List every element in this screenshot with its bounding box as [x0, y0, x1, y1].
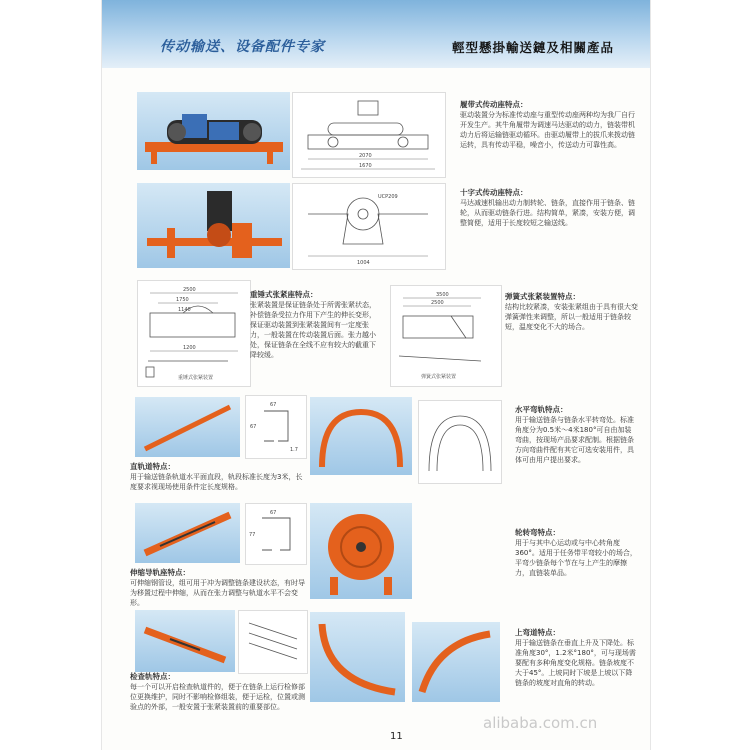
heavy-tensioner-drawing — [137, 280, 251, 387]
watermark: alibaba.com.cn — [483, 714, 598, 732]
check-rail-desc — [130, 672, 310, 712]
dim-f: 2500 — [431, 300, 444, 306]
cross-drive-title: 十字式传动座特点： — [460, 188, 528, 197]
wheel-bend-body: 用于与其中心运动或与中心转角度360°。适用于任务带平弯较小的场合，平弯少链条每个节在与上产生的摩擦力，直链装单品。 — [515, 539, 637, 577]
check-rail-title: 检查轨特点： — [130, 672, 175, 681]
vertical-bend-illustration-1 — [310, 612, 405, 702]
spring-tensioner-body: 结构比较紧凑，安装张紧组由于具有很大变弹簧弹性来调整，所以一般适用于链条较短，温度变化不大的场合。 — [505, 303, 638, 331]
vertical-bend-photo-1 — [310, 612, 405, 702]
header-banner — [102, 0, 650, 68]
straight-rail-illustration — [135, 397, 240, 457]
check-rail-illustration — [135, 610, 235, 672]
straight-rail-desc — [130, 462, 305, 492]
cross-drive-desc — [460, 188, 638, 228]
caterpillar-drive-body: 驱动装置分为标准传动座与重型传动座两种均为我厂自行开发生产。其牛角履带为调速马达驱动的动力，链装带机动力后将运输链驱动循环。由驱动履带上的拔爪来拨动链运转，具有传动平稳，噪音小，传送动力可靠性高。 — [460, 111, 635, 149]
expansion-rail-photo — [135, 503, 240, 563]
vertical-bend-body: 用于输送链条在垂直上升及下降处。标准角度30°，1.2米°180°，可与现场需要配有多种角度变化规格。链条坡度不大于45°。上坡同时下坡是上坡以下降链条的坡度对直角的转动。 — [515, 639, 636, 687]
dim-width: 1004 — [357, 260, 370, 266]
caterpillar-drive-drawing — [292, 92, 446, 178]
caterpillar-drive-title: 履带式传动座特点： — [460, 100, 528, 109]
cross-drive-illustration — [137, 183, 290, 268]
exp-dim-1: 67 — [270, 510, 277, 516]
spring-tensioner-desc — [505, 292, 638, 332]
exp-dim-2: 77 — [249, 532, 256, 538]
expansion-rail-body: 可伸缩钢管设，组可用于冲为调整链条建设状态，有时导为移置过程中伸缩，从而在张力调整与轨道水平不会变形。 — [130, 579, 305, 607]
check-rail-photo — [135, 610, 235, 672]
heavy-tensioner-title: 重锤式张紧座特点： — [250, 290, 318, 299]
dim-b: 1750 — [176, 297, 189, 303]
horizontal-bend-title: 水平弯轨特点： — [515, 405, 568, 414]
check-rail-body: 每一个可以开启检查轨道件的，便于在链条上运行检修部位更换维护，同时不影响检修组装，便于运检，位置或测验点的外部，一般安置于张紧装置前的重要部位。 — [130, 683, 305, 711]
dim-c: 1140 — [178, 307, 191, 313]
horizontal-bend-desc — [515, 405, 638, 465]
dim-d: 1200 — [183, 345, 196, 351]
dim-ucp: UCP209 — [378, 194, 398, 200]
cross-drive-drawing — [292, 183, 446, 270]
cross-drive-body: 马达减速机输出动力制转轮、链条，直接作用于链条、链轮，从而驱动链条行进。结构简单，紧凑，安装方便，调整简便，适用于长度较短之输送线。 — [460, 199, 635, 227]
straight-rail-title: 直轨道特点： — [130, 462, 175, 471]
heavy-tensioner-caption: 重锤式张紧装置 — [178, 375, 214, 381]
caterpillar-drive-desc — [460, 100, 638, 150]
wheel-bend-illustration — [310, 503, 412, 599]
wheel-bend-photo — [310, 503, 412, 599]
heavy-tensioner-desc — [250, 290, 380, 360]
straight-rail-section — [245, 395, 307, 459]
rail-dim-3: 1.7 — [290, 447, 298, 453]
caterpillar-drive-photo — [137, 92, 290, 170]
check-rail-drawing — [238, 610, 308, 674]
page-number: 11 — [390, 731, 403, 742]
expansion-rail-illustration — [135, 503, 240, 563]
spring-tensioner-title: 弹簧式张紧装置特点： — [505, 292, 580, 301]
expansion-rail-title: 伸缩导轨座特点： — [130, 568, 190, 577]
header-slogan: 传动输送、设备配件专家 — [160, 39, 325, 55]
dim-1: 2070 — [359, 153, 372, 159]
vertical-bend-desc — [515, 628, 638, 688]
horizontal-bend-body: 用于输送链条与链条水平转弯处。标准角度分为0.5米～4米180°可自由加装弯曲，按现场产品要求配制。根据链条方向弯曲件配有其它可选安装用件，具体可由用户提出要求。 — [515, 416, 634, 464]
horizontal-bend-drawing — [418, 400, 502, 484]
spring-tensioner-caption: 弹簧式张紧装置 — [421, 374, 457, 380]
expansion-rail-desc — [130, 568, 305, 608]
spring-tensioner-drawing — [390, 285, 502, 387]
dim-2: 1670 — [359, 163, 372, 169]
vertical-bend-title: 上弯道特点： — [515, 628, 560, 637]
header-title: 輕型懸掛輸送鏈及相關產品 — [452, 40, 615, 55]
vertical-bend-illustration-2 — [412, 622, 500, 702]
rail-dim-1: 67 — [270, 402, 277, 408]
vertical-bend-photo-2 — [412, 622, 500, 702]
cross-drive-photo — [137, 183, 290, 268]
straight-rail-body: 用于输送链条轨道水平面直段，轨段标准长度为3米，长度要求视现场使用条件定长度规格。 — [130, 473, 303, 491]
dim-a: 2500 — [183, 287, 196, 293]
expansion-rail-section — [245, 503, 307, 565]
wheel-bend-title: 轮转弯特点： — [515, 528, 560, 537]
dim-e: 3500 — [436, 292, 449, 298]
rail-dim-2: 67 — [250, 424, 257, 430]
heavy-tensioner-body: 张紧装置是保证链条处于所需张紧状态，补偿链条受拉力作用下产生的伸长变形，保证驱动装置到张紧装置间有一定度张力，一般装置在传动装置后面。张力越小处，保证链条在全线不应有较大的截重下降较缓。 — [250, 301, 376, 359]
caterpillar-drive-illustration — [137, 92, 290, 170]
wheel-bend-desc — [515, 528, 638, 578]
straight-rail-photo — [135, 397, 240, 457]
horizontal-bend-illustration — [310, 397, 412, 475]
horizontal-bend-photo — [310, 397, 412, 475]
